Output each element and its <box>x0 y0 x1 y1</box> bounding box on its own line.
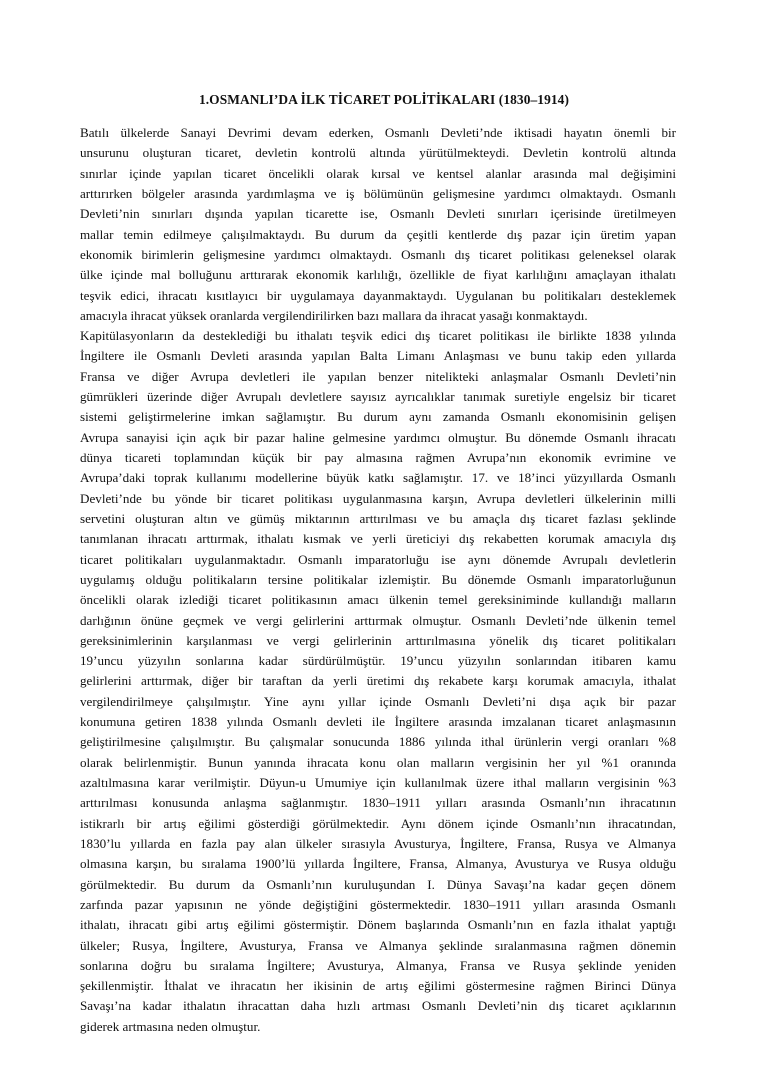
text-line: 19’uncu yüzyılın sonlarına kadar sürdürülmüştür. 19’uncu yüzyılın sonlarından itibaren kamu <box>80 653 676 669</box>
text-line: gereksinimlerinin karşılanması ve vergi gelirlerinin arttırılmasına yönelik dış ticaret politikaları <box>80 632 676 648</box>
text-line: tanımlanan ihracatı arttırmak, ithalatı kısmak ve yerli üreticiyi dış rekabetten korumak amacıyla dış <box>80 531 676 547</box>
text-line: darlığının önüne geçmek ve vergi gelirlerini arttırmak olmuştur. Osmanlı Devleti’nde ülkenin temel <box>80 612 676 628</box>
text-line: gümrükleri üzerinde diğer Avrupalı devletlere sayısız ayrıcalıklar tanımak suretiyle engelsiz bir ticaret <box>80 389 676 405</box>
text-line: konumuna getiren 1838 yılında Osmanlı devleti ile İngiltere arasında imzalanan ticaret anlaşmasının <box>80 714 676 730</box>
text-line: servetini oluşturan altın ve gümüş miktarının arttırılması ve bu amaçla dış ticaret fazlası şeklinde <box>80 510 676 526</box>
text-line: Savaşı’na kadar ithalatın ihracattan daha hızlı artması Osmanlı Devleti’nin dış ticaret açıklarının <box>80 998 676 1014</box>
text-line: Avrupa sanayisi için açık bir pazar haline gelmesine yardımcı olmuştur. Bu dönemde Osmanlı ihracatı <box>80 429 676 445</box>
text-line: azaltılmasına karar verilmiştir. Düyun-u Umumiye için kullanılmak üzere ithal malların vergisinin %3 <box>80 775 676 790</box>
text-line: Devleti’nin sınırları dışında yapılan ticarette ise, Osmanlı Devleti sınırları içerisinde üretilmeyen <box>80 206 676 222</box>
text-line: unsurunu oluşturan ticaret, devletin kontrolü altında yürütülmekteydi. Devletin kontrolü altında <box>80 145 676 161</box>
text-line: Fransa ve diğer Avrupa devletleri ile yapılan benzer nitelikteki anlaşmalar Osmanlı Devleti’nin <box>80 368 676 384</box>
page-title: 1.OSMANLI’DA İLK TİCARET POLİTİKALARI (1830–1914) <box>198 92 570 107</box>
text-line: vergilendirilmeye çalışılmıştır. Yine aynı yıllar içinde Osmanlı Devleti’ni dışa açık bir pazar <box>80 693 676 709</box>
text-line: görülmektedir. Bu durum da Osmanlı’nın kuruluşundan I. Dünya Savaşı’na kadar geçen dönem <box>80 876 676 892</box>
text-line: giderek artmasına neden olmuştur. <box>80 1018 261 1034</box>
text-line: ekonomik birimlerin gelişmesine yardımcı olmaktaydı. Osmanlı dış ticaret politikası geleneksel olarak <box>80 246 676 262</box>
text-line: uygulamış olduğu politikaların tersine politikalar izlemiştir. Bu dönemde Osmanlı imparatorluğunun <box>80 571 676 587</box>
text-line: istikrarlı bir artış eğilimi gösterdiği görülmektedir. Aynı dönem içinde Osmanlı’nın ihracatından, <box>80 815 676 831</box>
text-line: ülke içinde mal bolluğunu arttırarak ekonomik karlılığı, özellikle de fiyat karlılığını amaçlayan ithalatı <box>80 267 676 283</box>
text-line: geliştirilmesine çalışılmıştır. Bu çalışmalar sonucunda 1886 yılında ithal ürünlerin vergi oranları %8 <box>80 734 676 750</box>
text-line: olarak belirlenmiştir. Bunun yanında ihracata konu olan malların vergisinin her yıl %1 oranında <box>80 754 676 770</box>
text-line: mallar temin edilmeye çalışılmaktaydı. Bu durum da çeşitli kentlerde dış pazar için üretim yapan <box>80 226 676 242</box>
text-line: teşvik edici, ihracatı kısıtlayıcı bir uygulamaya dayanmaktaydı. Uygulanan bu politikaları desteklemek <box>80 287 676 303</box>
text-line: Devleti’nde bu yönde bir ticaret politikası uygulanmasına karşın, Avrupa devletleri ülkelerinin milli <box>80 490 676 506</box>
text-line: arttırılması konusunda anlaşma sağlanmıştır. 1830–1911 yılları arasında Osmanlı’nın ihracatının <box>80 795 676 811</box>
text-line: ülkeler; Rusya, İngiltere, Avusturya, Fransa ve Almanya şeklinde sıralanmasına rağmen dönemin <box>80 937 676 953</box>
text-line: sınırlar içinde yapılan ticaret öncelikli olarak kırsal ve kentsel alanlar arasında mal değişimini <box>80 165 676 181</box>
text-line: ticaret politikaları uygulanmaktadır. Osmanlı imparatorluğu ise aynı dönemde Avrupalı devletlerin <box>80 551 676 567</box>
text-line: şekillenmiştir. İthalat ve ihracatın her ikisinin de artış eğilimi göstermesine rağmen Birinci Dünya <box>80 978 676 994</box>
text-line: İngiltere ile Osmanlı Devleti arasında yapılan Balta Limanı Anlaşması ve bunu takip eden yıllarda <box>80 348 676 364</box>
text-line: öncelikli olarak izlediği ticaret politikasının amacı ülkenin temel gereksiniminde kullandığı malların <box>80 592 676 608</box>
text-line: Batılı ülkelerde Sanayi Devrimi devam ederken, Osmanlı Devleti’nde iktisadi hayatın önemli bir <box>80 125 676 140</box>
text-line: olmasına karşın, bu sıralama 1900’lü yıllarda İngiltere, Fransa, Almanya, Avusturya ve Rusya olduğu <box>80 856 676 872</box>
text-line: zarfında pazar yapısının ne yönde değiştiğini göstermektedir. 1830–1911 yılları arasında Osmanlı <box>80 896 676 912</box>
text-line: arttırırken bölgeler arasında yardımlaşma ve iş bölümünün gelişmesine yardımcı olmaktaydı. Osmanlı <box>80 185 676 201</box>
text-line: Kapitülasyonların da desteklediği bu ithalatı teşvik edici dış ticaret politikası ile birlikte 1838 yılında <box>80 328 676 344</box>
text-line: 1830’lu yıllarda en fazla pay alan ülkeler sırasıyla Avusturya, İngiltere, Fransa, Rusya ve Almanya <box>80 835 676 851</box>
body-paragraph <box>80 123 676 1037</box>
text-line: dünya ticareti toplamından küçük bir pay almasına rağmen Avrupa’nın ekonomik evrimine ve <box>80 450 676 465</box>
text-line: amacıyla ihracat yüksek oranlarda vergilendirilirken bazı mallara da ihracat yasağı konmaktaydı. <box>80 307 588 323</box>
text-line: sistemi geliştirmelerine imkan sağlamıştır. Bu durum aynı zamanda Osmanlı ekonomisinin gelişen <box>80 409 676 425</box>
text-line: sonlarına doğru bu sıralama İngiltere; Avusturya, Almanya, Fransa ve Rusya şeklinde yeniden <box>80 957 676 973</box>
text-line: gelirlerini arttırmak, diğer bir taraftan da yerli üretimi dış rekabete karşı korumak amacıyla, ithalat <box>80 673 676 689</box>
text-line: Avrupa’daki toprak kullanımı modellerine büyük katkı sağlamıştır. 17. ve 18’inci yüzyıllarda Osmanlı <box>80 470 676 486</box>
text-line: ithalatı, ihracatı gibi artış eğilimi göstermiştir. Dönem başlarında Osmanlı’nın en fazla ithalat yaptığı <box>80 917 676 933</box>
